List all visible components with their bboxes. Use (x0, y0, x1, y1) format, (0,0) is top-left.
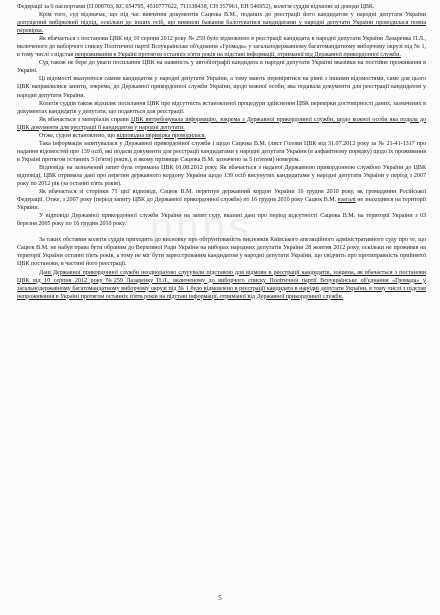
text-run: У відповіді Державної прикордонної служби України на запит суду, вказані дані про період відсутності Сацюка В.М. на території України з 03 березня 2005 року по 16 грудня 2010 року. (17, 213, 426, 228)
paragraph (17, 75, 426, 99)
paragraph (17, 11, 426, 35)
paragraph (17, 3, 426, 11)
paragraph (17, 59, 426, 75)
text-run: Федерації за 6 паспортами (П 008703, КС 654795, 4510777622, 711138438, СН 357961, ЕН 546952), колегія суддів відхиляє ці доводи ЦВК. (17, 4, 375, 10)
text-run: Крім того, суд відзначає, що під час вивчення документів Сацюка В.М., поданих до реєстрації його кандидатом у народні депутати України (39, 12, 426, 19)
underlined-text: Дані Державної прикордонної служби неодноразово слугували підставою для відмови в реєстрації кандидатів, зокрема, як вбачається з постанови ЦВК від 10 серпня 2012 року №259 Лазаренку П.Л., включеному до виборчого списку Політичної партії Всеукраїнське об'єднання «Громада» у загальнодержавному багатомандатному виборчому окрузі під № 1 було відмовлено в реєстрації кандидата в народні депутати України, в тому числі з підстав непроживання в Україні протягом останніх п'яти років на підставі інформації, отриманої від Державної прикордонної служби. (17, 269, 426, 300)
text-run: Як вбачається з матеріалів справи (39, 116, 131, 123)
text-run: Колегія суддів також відхиляє посилання ЦВК про відсутність встановленої процедури здійснення ЦВК перевірки достовірності даних, зазначених в документах кандидатів у депутати, що подаються для реєстрації. (17, 100, 426, 115)
underlined-text: ЦВК витребовувала інформацію, зокрема з Державної прикордонної служби, щодо кожної особи яка подала до ЦВК документи для реєстрації її кандидатом у народні депутати. (17, 116, 426, 131)
text-run: Така інформація запитувалася у Державної прикордонної служби і щодо Сацюка В.М. (лист Голови ЦВК від 31.07.2012 року за № 21-41-1317 про надання відомостей про 139 осіб, які подали документи для реєстрації кандидатами у народні депутати України (в алфавітному порядку) щодо їх проживання в Україні протягом останніх 5 (п'яти) років.), в якому прізвище Сацюка В.М. зазначено за 5 (п'ятим) номером. (17, 140, 426, 163)
text-run: Ці відомості вказуються самим кандидатом у народні депутати України, а тому мають перевірятися на рівні з іншими відомостями, саме для цього ЦВК направлялися запити, зокрема, до Державної прикордонної служби України, щодо кожної особи, яка подавала документи для реєстрації кандидатом у народні депутати України. (17, 76, 426, 99)
page-number: 5 (218, 594, 222, 602)
paragraph (17, 100, 426, 116)
document-body (17, 3, 426, 301)
text-run: Відповідь на зазначений запит була отримана ЦВК 01.08.2012 року. Як вбачається з наданої Державною прикордонною службою України до ЦВК відповіді, ЦВК отримала дані про перетин державного кордону України щодо 139 осіб висунутих кандидатами у народні депутати України у період з 2007 року по 2012 рік (за останні п'ять років). (17, 164, 426, 188)
text-run: Як вбачається з постанови ЦВК від 10 серпня 2012 року № 259 було відмовлено в реєстрації кандидата в народні депутати України Лазаренка П.Л., включеного до виборчого списку Політичної партії Всеукраїнське об'єднання «Громада» у загальнодержавному багатомандатному виборчому окрузі під № 1, в тому числі з підстав (17, 36, 426, 59)
paragraph (17, 164, 426, 188)
paragraph (17, 212, 426, 228)
paragraph (17, 132, 426, 140)
underlined-text: допущений вибірковий підхід, оскільки до інших осіб, що виявили бажання балотуватися кандидатами у народні депутати України проводилася повна перевірка. (17, 20, 426, 35)
text-run: Отже, судом встановлено, що (39, 132, 117, 139)
paragraph (17, 269, 426, 301)
paragraph (17, 236, 426, 268)
text-run: не знаходився на території України. (17, 197, 426, 212)
underlined-text: відповідна перевірка проводилася. (116, 132, 206, 139)
paragraph (17, 188, 426, 212)
text-run: За таких обставин колегія суддів приходить до висновку про обгрунтованість висновків Київського апеляційного адміністративного суду про те, що Сацюк В.М. не набув права бути обраним до Верховної Ради України на виборах народних депутатів України 28 жовтня 2012 року, оскільки не проживав на території України останні п'ять років, а тому не міг бути зареєстрованим кандидатом у народні депутати України, що свідчить про протиправність прийнятої ЦВК постанови, в частині його реєстрації. (17, 237, 426, 268)
text-run: Суд також не бере до уваги посилання ЦВК на наявність у автобіографії кандидата в народні депутати України вказівки на постійне проживання в Україні. (17, 60, 426, 75)
paragraph (17, 116, 426, 132)
watermark: phbs (150, 205, 253, 249)
text-run: Як вбачається зі сторінки 71 цієї відповіді, Сацюк В.М. перетнув державний кордон України 16 грудня 2010 року, як громадянин Російської Федерації. Отже, з 2007 року (період запиту ЦВК до Державної прикордонної служби) по 16 грудня 2010 року Сацюк В.М. (17, 189, 426, 204)
paragraph (17, 35, 426, 59)
paragraph (17, 140, 426, 164)
underlined-text: взагалі (337, 197, 356, 204)
underlined-text: непроживання в Україні протягом останніх п'яти років на підставі інформації, отриманої від Державної прикордонної служби. (74, 52, 401, 59)
